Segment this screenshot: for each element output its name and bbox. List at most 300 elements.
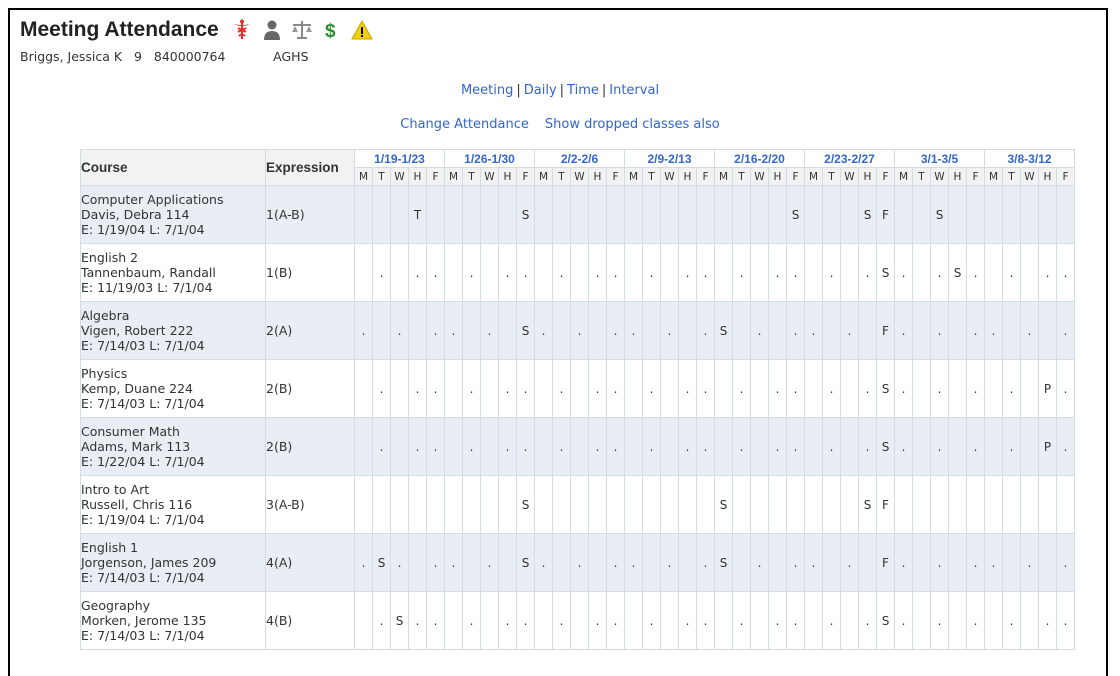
attendance-cell[interactable]: . xyxy=(967,418,985,476)
attendance-cell[interactable] xyxy=(481,476,499,534)
attendance-cell[interactable]: . xyxy=(427,302,445,360)
attendance-cell[interactable]: . xyxy=(931,302,949,360)
attendance-cell[interactable]: . xyxy=(733,244,751,302)
attendance-cell[interactable]: . xyxy=(589,360,607,418)
change-attendance-link[interactable]: Change Attendance xyxy=(400,117,529,132)
attendance-cell[interactable] xyxy=(751,360,769,418)
attendance-cell[interactable] xyxy=(535,418,553,476)
attendance-cell[interactable]: . xyxy=(967,244,985,302)
attendance-cell[interactable] xyxy=(355,418,373,476)
course-cell[interactable] xyxy=(81,244,266,302)
course-cell[interactable] xyxy=(81,360,266,418)
attendance-cell[interactable] xyxy=(589,534,607,592)
attendance-cell[interactable] xyxy=(535,244,553,302)
attendance-cell[interactable]: . xyxy=(895,302,913,360)
attendance-cell[interactable] xyxy=(895,186,913,244)
attendance-cell[interactable] xyxy=(553,186,571,244)
attendance-cell[interactable]: . xyxy=(841,302,859,360)
attendance-cell[interactable] xyxy=(949,360,967,418)
attendance-cell[interactable] xyxy=(823,302,841,360)
attendance-cell[interactable] xyxy=(589,476,607,534)
attendance-cell[interactable] xyxy=(463,186,481,244)
attendance-cell[interactable] xyxy=(913,186,931,244)
attendance-cell[interactable]: . xyxy=(859,360,877,418)
attendance-cell[interactable]: . xyxy=(931,592,949,650)
attendance-cell[interactable] xyxy=(625,418,643,476)
attendance-cell[interactable]: . xyxy=(427,534,445,592)
attendance-cell[interactable]: S xyxy=(859,476,877,534)
attendance-cell[interactable]: . xyxy=(895,360,913,418)
attendance-cell[interactable]: . xyxy=(895,244,913,302)
attendance-cell[interactable]: . xyxy=(1039,244,1057,302)
attendance-cell[interactable]: . xyxy=(805,534,823,592)
attendance-cell[interactable]: . xyxy=(931,418,949,476)
attendance-cell[interactable] xyxy=(841,476,859,534)
attendance-cell[interactable]: . xyxy=(769,418,787,476)
attendance-cell[interactable]: . xyxy=(823,418,841,476)
attendance-cell[interactable] xyxy=(445,360,463,418)
attendance-cell[interactable]: . xyxy=(1057,592,1075,650)
attendance-cell[interactable]: . xyxy=(535,534,553,592)
attendance-cell[interactable]: . xyxy=(697,592,715,650)
attendance-cell[interactable] xyxy=(499,476,517,534)
attendance-cell[interactable]: . xyxy=(787,534,805,592)
attendance-cell[interactable]: S xyxy=(859,186,877,244)
attendance-cell[interactable]: . xyxy=(643,244,661,302)
attendance-cell[interactable]: . xyxy=(607,592,625,650)
attendance-cell[interactable]: . xyxy=(643,360,661,418)
attendance-cell[interactable]: . xyxy=(355,534,373,592)
attendance-cell[interactable]: . xyxy=(1003,592,1021,650)
attendance-cell[interactable] xyxy=(607,186,625,244)
attendance-cell[interactable]: . xyxy=(607,360,625,418)
attendance-cell[interactable] xyxy=(463,476,481,534)
attendance-cell[interactable]: S xyxy=(715,534,733,592)
attendance-cell[interactable]: . xyxy=(733,592,751,650)
attendance-cell[interactable] xyxy=(805,244,823,302)
attendance-cell[interactable]: . xyxy=(391,534,409,592)
attendance-cell[interactable]: . xyxy=(373,592,391,650)
attendance-cell[interactable]: . xyxy=(517,360,535,418)
attendance-cell[interactable]: . xyxy=(445,534,463,592)
view-link-time[interactable]: Time xyxy=(567,83,599,98)
attendance-cell[interactable]: . xyxy=(1057,418,1075,476)
attendance-cell[interactable]: . xyxy=(643,418,661,476)
attendance-cell[interactable] xyxy=(373,476,391,534)
attendance-cell[interactable]: . xyxy=(427,418,445,476)
attendance-cell[interactable] xyxy=(751,592,769,650)
attendance-cell[interactable] xyxy=(481,360,499,418)
attendance-cell[interactable] xyxy=(1057,186,1075,244)
attendance-cell[interactable]: . xyxy=(1039,592,1057,650)
attendance-cell[interactable] xyxy=(445,186,463,244)
attendance-cell[interactable] xyxy=(949,592,967,650)
attendance-cell[interactable] xyxy=(985,244,1003,302)
attendance-cell[interactable]: . xyxy=(751,534,769,592)
attendance-cell[interactable]: . xyxy=(373,244,391,302)
attendance-cell[interactable] xyxy=(355,186,373,244)
attendance-cell[interactable]: . xyxy=(769,360,787,418)
attendance-cell[interactable] xyxy=(949,418,967,476)
attendance-cell[interactable]: . xyxy=(697,418,715,476)
attendance-cell[interactable] xyxy=(823,534,841,592)
attendance-cell[interactable]: . xyxy=(985,302,1003,360)
course-cell[interactable] xyxy=(81,418,266,476)
attendance-cell[interactable] xyxy=(805,476,823,534)
attendance-cell[interactable]: . xyxy=(589,418,607,476)
attendance-cell[interactable]: . xyxy=(1021,534,1039,592)
attendance-cell[interactable] xyxy=(679,476,697,534)
attendance-cell[interactable]: S xyxy=(517,302,535,360)
attendance-cell[interactable]: . xyxy=(787,360,805,418)
attendance-cell[interactable]: . xyxy=(967,302,985,360)
attendance-cell[interactable]: . xyxy=(751,302,769,360)
view-link-daily[interactable]: Daily xyxy=(523,83,557,98)
attendance-cell[interactable] xyxy=(481,418,499,476)
attendance-cell[interactable] xyxy=(1003,534,1021,592)
attendance-cell[interactable]: . xyxy=(373,418,391,476)
attendance-cell[interactable] xyxy=(445,592,463,650)
attendance-cell[interactable]: . xyxy=(787,302,805,360)
attendance-cell[interactable]: . xyxy=(1057,534,1075,592)
attendance-cell[interactable] xyxy=(607,476,625,534)
attendance-cell[interactable]: . xyxy=(679,244,697,302)
attendance-cell[interactable] xyxy=(913,592,931,650)
attendance-cell[interactable]: . xyxy=(571,534,589,592)
attendance-cell[interactable]: . xyxy=(481,302,499,360)
attendance-cell[interactable] xyxy=(949,476,967,534)
attendance-cell[interactable] xyxy=(373,302,391,360)
attendance-cell[interactable] xyxy=(571,592,589,650)
attendance-cell[interactable]: . xyxy=(607,534,625,592)
attendance-cell[interactable] xyxy=(751,476,769,534)
attendance-cell[interactable] xyxy=(661,244,679,302)
attendance-cell[interactable] xyxy=(1039,186,1057,244)
attendance-cell[interactable] xyxy=(481,186,499,244)
attendance-cell[interactable] xyxy=(1021,186,1039,244)
attendance-cell[interactable]: . xyxy=(391,302,409,360)
attendance-cell[interactable] xyxy=(661,360,679,418)
attendance-cell[interactable] xyxy=(1021,244,1039,302)
attendance-cell[interactable] xyxy=(373,186,391,244)
attendance-cell[interactable] xyxy=(841,418,859,476)
attendance-cell[interactable] xyxy=(823,476,841,534)
attendance-cell[interactable] xyxy=(1039,302,1057,360)
attendance-cell[interactable] xyxy=(571,244,589,302)
attendance-cell[interactable] xyxy=(913,418,931,476)
attendance-cell[interactable]: . xyxy=(463,592,481,650)
attendance-cell[interactable] xyxy=(355,244,373,302)
attendance-cell[interactable]: . xyxy=(499,244,517,302)
attendance-cell[interactable] xyxy=(391,244,409,302)
attendance-cell[interactable]: . xyxy=(499,418,517,476)
attendance-cell[interactable] xyxy=(625,186,643,244)
attendance-cell[interactable] xyxy=(643,476,661,534)
attendance-cell[interactable] xyxy=(499,534,517,592)
attendance-cell[interactable] xyxy=(445,476,463,534)
attendance-cell[interactable] xyxy=(463,302,481,360)
attendance-cell[interactable]: . xyxy=(805,302,823,360)
attendance-cell[interactable]: F xyxy=(877,302,895,360)
attendance-cell[interactable] xyxy=(1039,476,1057,534)
attendance-cell[interactable] xyxy=(913,534,931,592)
attendance-cell[interactable] xyxy=(751,186,769,244)
attendance-cell[interactable] xyxy=(769,302,787,360)
attendance-cell[interactable] xyxy=(841,360,859,418)
attendance-cell[interactable]: S xyxy=(391,592,409,650)
attendance-cell[interactable]: . xyxy=(733,360,751,418)
attendance-cell[interactable]: . xyxy=(409,418,427,476)
attendance-cell[interactable] xyxy=(661,476,679,534)
attendance-cell[interactable]: . xyxy=(787,244,805,302)
attendance-cell[interactable]: . xyxy=(661,302,679,360)
attendance-cell[interactable]: . xyxy=(409,360,427,418)
attendance-cell[interactable]: . xyxy=(517,592,535,650)
show-dropped-classes-link[interactable]: Show dropped classes also xyxy=(544,117,720,132)
attendance-cell[interactable]: . xyxy=(463,244,481,302)
attendance-cell[interactable] xyxy=(859,534,877,592)
attendance-cell[interactable] xyxy=(643,534,661,592)
attendance-cell[interactable] xyxy=(895,476,913,534)
attendance-cell[interactable]: . xyxy=(607,244,625,302)
view-link-meeting[interactable]: Meeting xyxy=(460,83,514,98)
attendance-cell[interactable]: S xyxy=(517,186,535,244)
attendance-cell[interactable]: P xyxy=(1039,418,1057,476)
attendance-cell[interactable] xyxy=(805,360,823,418)
attendance-cell[interactable]: . xyxy=(823,244,841,302)
attendance-cell[interactable] xyxy=(733,302,751,360)
attendance-cell[interactable]: . xyxy=(823,360,841,418)
attendance-cell[interactable]: . xyxy=(499,592,517,650)
attendance-cell[interactable] xyxy=(841,592,859,650)
attendance-cell[interactable]: . xyxy=(931,360,949,418)
attendance-cell[interactable] xyxy=(985,592,1003,650)
attendance-cell[interactable] xyxy=(355,476,373,534)
attendance-cell[interactable]: . xyxy=(607,302,625,360)
attendance-cell[interactable] xyxy=(445,244,463,302)
attendance-cell[interactable] xyxy=(625,244,643,302)
attendance-cell[interactable] xyxy=(733,186,751,244)
attendance-cell[interactable] xyxy=(823,186,841,244)
attendance-cell[interactable]: . xyxy=(733,418,751,476)
attendance-cell[interactable] xyxy=(679,302,697,360)
attendance-cell[interactable]: . xyxy=(427,360,445,418)
attendance-cell[interactable] xyxy=(1003,302,1021,360)
attendance-cell[interactable] xyxy=(589,186,607,244)
attendance-cell[interactable] xyxy=(769,476,787,534)
attendance-cell[interactable] xyxy=(1021,418,1039,476)
attendance-cell[interactable]: S xyxy=(373,534,391,592)
view-link-interval[interactable]: Interval xyxy=(609,83,660,98)
attendance-cell[interactable] xyxy=(391,360,409,418)
attendance-cell[interactable]: . xyxy=(481,534,499,592)
attendance-cell[interactable]: . xyxy=(625,302,643,360)
attendance-cell[interactable] xyxy=(553,534,571,592)
attendance-cell[interactable]: . xyxy=(589,244,607,302)
attendance-cell[interactable] xyxy=(769,534,787,592)
attendance-cell[interactable]: . xyxy=(895,592,913,650)
attendance-cell[interactable]: . xyxy=(1057,360,1075,418)
attendance-cell[interactable]: . xyxy=(463,360,481,418)
attendance-cell[interactable] xyxy=(571,418,589,476)
attendance-cell[interactable]: . xyxy=(373,360,391,418)
attendance-cell[interactable] xyxy=(643,302,661,360)
attendance-cell[interactable] xyxy=(391,418,409,476)
attendance-cell[interactable]: . xyxy=(409,244,427,302)
warning-icon[interactable] xyxy=(351,19,373,41)
attendance-cell[interactable] xyxy=(697,476,715,534)
attendance-cell[interactable] xyxy=(463,534,481,592)
attendance-cell[interactable]: . xyxy=(859,592,877,650)
attendance-cell[interactable]: . xyxy=(697,302,715,360)
attendance-cell[interactable] xyxy=(535,476,553,534)
attendance-cell[interactable] xyxy=(949,186,967,244)
attendance-cell[interactable] xyxy=(589,302,607,360)
person-icon[interactable] xyxy=(261,19,283,41)
attendance-cell[interactable] xyxy=(787,476,805,534)
attendance-cell[interactable]: . xyxy=(1057,302,1075,360)
attendance-cell[interactable] xyxy=(391,186,409,244)
course-cell[interactable] xyxy=(81,534,266,592)
attendance-cell[interactable]: . xyxy=(553,592,571,650)
attendance-cell[interactable]: . xyxy=(679,592,697,650)
attendance-cell[interactable] xyxy=(949,302,967,360)
attendance-cell[interactable]: . xyxy=(679,418,697,476)
caduceus-icon[interactable] xyxy=(231,19,253,41)
attendance-cell[interactable] xyxy=(571,186,589,244)
attendance-cell[interactable]: S xyxy=(517,534,535,592)
scales-icon[interactable] xyxy=(291,19,313,41)
attendance-cell[interactable] xyxy=(391,476,409,534)
attendance-cell[interactable] xyxy=(409,476,427,534)
attendance-cell[interactable]: . xyxy=(967,360,985,418)
attendance-cell[interactable] xyxy=(571,360,589,418)
attendance-cell[interactable] xyxy=(427,476,445,534)
attendance-cell[interactable] xyxy=(661,592,679,650)
attendance-cell[interactable]: . xyxy=(787,592,805,650)
attendance-cell[interactable]: . xyxy=(463,418,481,476)
attendance-cell[interactable] xyxy=(985,418,1003,476)
attendance-cell[interactable]: T xyxy=(409,186,427,244)
attendance-cell[interactable] xyxy=(499,186,517,244)
attendance-cell[interactable] xyxy=(751,244,769,302)
attendance-cell[interactable] xyxy=(967,186,985,244)
attendance-cell[interactable] xyxy=(625,592,643,650)
attendance-cell[interactable] xyxy=(679,186,697,244)
attendance-cell[interactable] xyxy=(427,186,445,244)
attendance-cell[interactable] xyxy=(445,418,463,476)
attendance-cell[interactable] xyxy=(805,418,823,476)
attendance-cell[interactable]: S xyxy=(715,302,733,360)
attendance-cell[interactable]: S xyxy=(715,476,733,534)
attendance-cell[interactable] xyxy=(913,476,931,534)
attendance-cell[interactable] xyxy=(1021,592,1039,650)
attendance-cell[interactable]: . xyxy=(1003,418,1021,476)
attendance-cell[interactable]: . xyxy=(967,534,985,592)
attendance-cell[interactable]: . xyxy=(661,534,679,592)
attendance-cell[interactable] xyxy=(481,592,499,650)
attendance-cell[interactable]: S xyxy=(877,418,895,476)
attendance-cell[interactable]: S xyxy=(949,244,967,302)
attendance-cell[interactable]: S xyxy=(787,186,805,244)
attendance-cell[interactable]: . xyxy=(841,534,859,592)
course-cell[interactable] xyxy=(81,476,266,534)
attendance-cell[interactable] xyxy=(679,534,697,592)
attendance-cell[interactable] xyxy=(409,534,427,592)
attendance-cell[interactable]: . xyxy=(859,418,877,476)
attendance-cell[interactable] xyxy=(661,418,679,476)
attendance-cell[interactable]: F xyxy=(877,186,895,244)
attendance-cell[interactable] xyxy=(841,186,859,244)
attendance-cell[interactable] xyxy=(985,360,1003,418)
attendance-cell[interactable] xyxy=(661,186,679,244)
attendance-cell[interactable] xyxy=(913,360,931,418)
attendance-cell[interactable]: . xyxy=(427,244,445,302)
attendance-cell[interactable] xyxy=(1039,534,1057,592)
attendance-cell[interactable]: . xyxy=(697,360,715,418)
course-cell[interactable] xyxy=(81,302,266,360)
attendance-cell[interactable] xyxy=(805,592,823,650)
attendance-cell[interactable]: . xyxy=(553,360,571,418)
attendance-cell[interactable]: . xyxy=(445,302,463,360)
attendance-cell[interactable]: F xyxy=(877,476,895,534)
attendance-cell[interactable] xyxy=(949,534,967,592)
attendance-cell[interactable]: . xyxy=(643,592,661,650)
attendance-cell[interactable] xyxy=(535,186,553,244)
attendance-cell[interactable]: . xyxy=(967,592,985,650)
attendance-cell[interactable]: . xyxy=(1021,302,1039,360)
attendance-cell[interactable] xyxy=(985,186,1003,244)
attendance-cell[interactable] xyxy=(535,360,553,418)
attendance-cell[interactable]: . xyxy=(769,592,787,650)
attendance-cell[interactable]: . xyxy=(517,418,535,476)
attendance-cell[interactable]: . xyxy=(697,244,715,302)
attendance-cell[interactable] xyxy=(985,476,1003,534)
attendance-cell[interactable]: . xyxy=(985,534,1003,592)
attendance-cell[interactable] xyxy=(715,360,733,418)
attendance-cell[interactable]: . xyxy=(1003,244,1021,302)
attendance-cell[interactable]: . xyxy=(931,534,949,592)
attendance-cell[interactable]: S xyxy=(877,360,895,418)
attendance-cell[interactable] xyxy=(571,476,589,534)
attendance-cell[interactable] xyxy=(733,534,751,592)
attendance-cell[interactable] xyxy=(751,418,769,476)
attendance-cell[interactable] xyxy=(643,186,661,244)
attendance-cell[interactable]: . xyxy=(895,418,913,476)
attendance-cell[interactable] xyxy=(1057,476,1075,534)
attendance-cell[interactable]: . xyxy=(931,244,949,302)
attendance-cell[interactable] xyxy=(535,592,553,650)
attendance-cell[interactable] xyxy=(625,360,643,418)
attendance-cell[interactable]: . xyxy=(1003,360,1021,418)
attendance-cell[interactable]: . xyxy=(499,360,517,418)
attendance-cell[interactable]: . xyxy=(409,592,427,650)
attendance-cell[interactable]: S xyxy=(877,244,895,302)
attendance-cell[interactable]: . xyxy=(517,244,535,302)
attendance-cell[interactable]: . xyxy=(607,418,625,476)
course-cell[interactable] xyxy=(81,186,266,244)
attendance-cell[interactable] xyxy=(859,302,877,360)
dollar-icon[interactable] xyxy=(321,19,343,41)
attendance-cell[interactable]: . xyxy=(589,592,607,650)
attendance-cell[interactable]: . xyxy=(535,302,553,360)
attendance-cell[interactable] xyxy=(697,186,715,244)
attendance-cell[interactable]: . xyxy=(355,302,373,360)
attendance-cell[interactable]: . xyxy=(823,592,841,650)
attendance-cell[interactable]: S xyxy=(931,186,949,244)
attendance-cell[interactable] xyxy=(553,476,571,534)
attendance-cell[interactable] xyxy=(733,476,751,534)
